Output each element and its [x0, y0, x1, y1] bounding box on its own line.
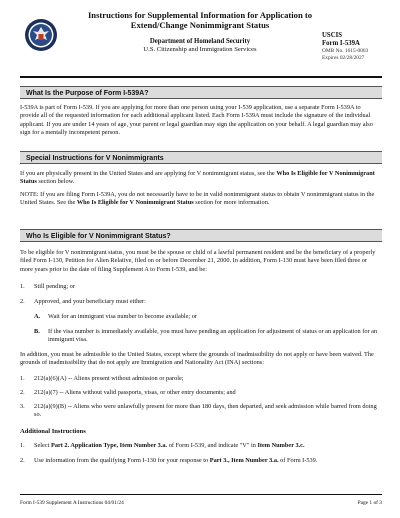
admissible-paragraph: In addition, you must be admissible to the United States, except where the grounds of inadmissibility do not apply or have been waived. The grounds of inadmissibility that do not apply are Immigration and Nationality Act (INA) sections: — [20, 351, 374, 367]
title-block — [80, 10, 320, 54]
form-number: Form I-539A — [322, 40, 360, 47]
footer-page-number: Page 1 of 3 — [357, 500, 382, 506]
section-heading-eligible: Who Is Eligible for V Nonimmigrant Status? — [20, 229, 382, 242]
document-header — [20, 10, 382, 76]
agency-name: U.S. Citizenship and Immigration Services — [143, 46, 257, 53]
form-identifier — [322, 32, 382, 62]
additional-instructions-heading: Additional Instructions — [20, 428, 86, 435]
footer-form-edition: Form I-539 Supplement A Instructions 04/01/24 — [20, 500, 124, 506]
purpose-paragraph: I-539A is part of Form I-539. If you are applying for more than one person using your I-539 application, use a separate Form I-539A to provide all of the requested information for each additional applicant listed. Each Form I-539A must include the signature of the individual applicant. If you are under 14 years of age, your parent or legal guardian may sign the application on your behalf. A legal guardian may also sign for a mentally incompetent person. — [20, 104, 373, 136]
special-note: NOTE: If you are filing Form I-539A, you do not necessarily have to be in valid nonimmigrant status to obtain V nonimmigrant status in the United States. See the Who Is Eligible for V Nonimmigrant Status section for more information. — [20, 191, 375, 207]
footer-divider — [20, 494, 382, 495]
omb-number: OMB No. 1615-0003 — [322, 48, 369, 54]
section-heading-special: Special Instructions for V Nonimmigrants — [20, 151, 382, 164]
title-line-1: Instructions for Supplemental Information for Application to — [87, 10, 313, 20]
department-name: Department of Homeland Security — [149, 38, 251, 45]
dhs-seal-icon — [24, 18, 58, 52]
eligible-intro: To be eligible for V nonimmigrant status, you must be the spouse or child of a lawful permanent resident and be the beneficiary of a properly filed Form I-130, Petition for Alien Relative, filed on or before December 21, 2000. In addition, Form I-130 must have been filed three or more years prior to the date of filing Supplement A to Form I-539, and be: — [20, 249, 376, 273]
expiration-date: Expires 02/28/2027 — [322, 55, 365, 61]
uscis-label: USCIS — [322, 32, 343, 39]
title-line-2: Extend/Change Nonimmigrant Status — [130, 20, 270, 30]
special-paragraph: If you are physically present in the United States and are applying for V nonimmigrant status, see the Who Is Eligible for V Nonimmigrant Status section below. — [20, 170, 375, 186]
header-divider — [20, 76, 382, 78]
section-heading-purpose: What Is the Purpose of Form I-539A? — [20, 86, 382, 99]
